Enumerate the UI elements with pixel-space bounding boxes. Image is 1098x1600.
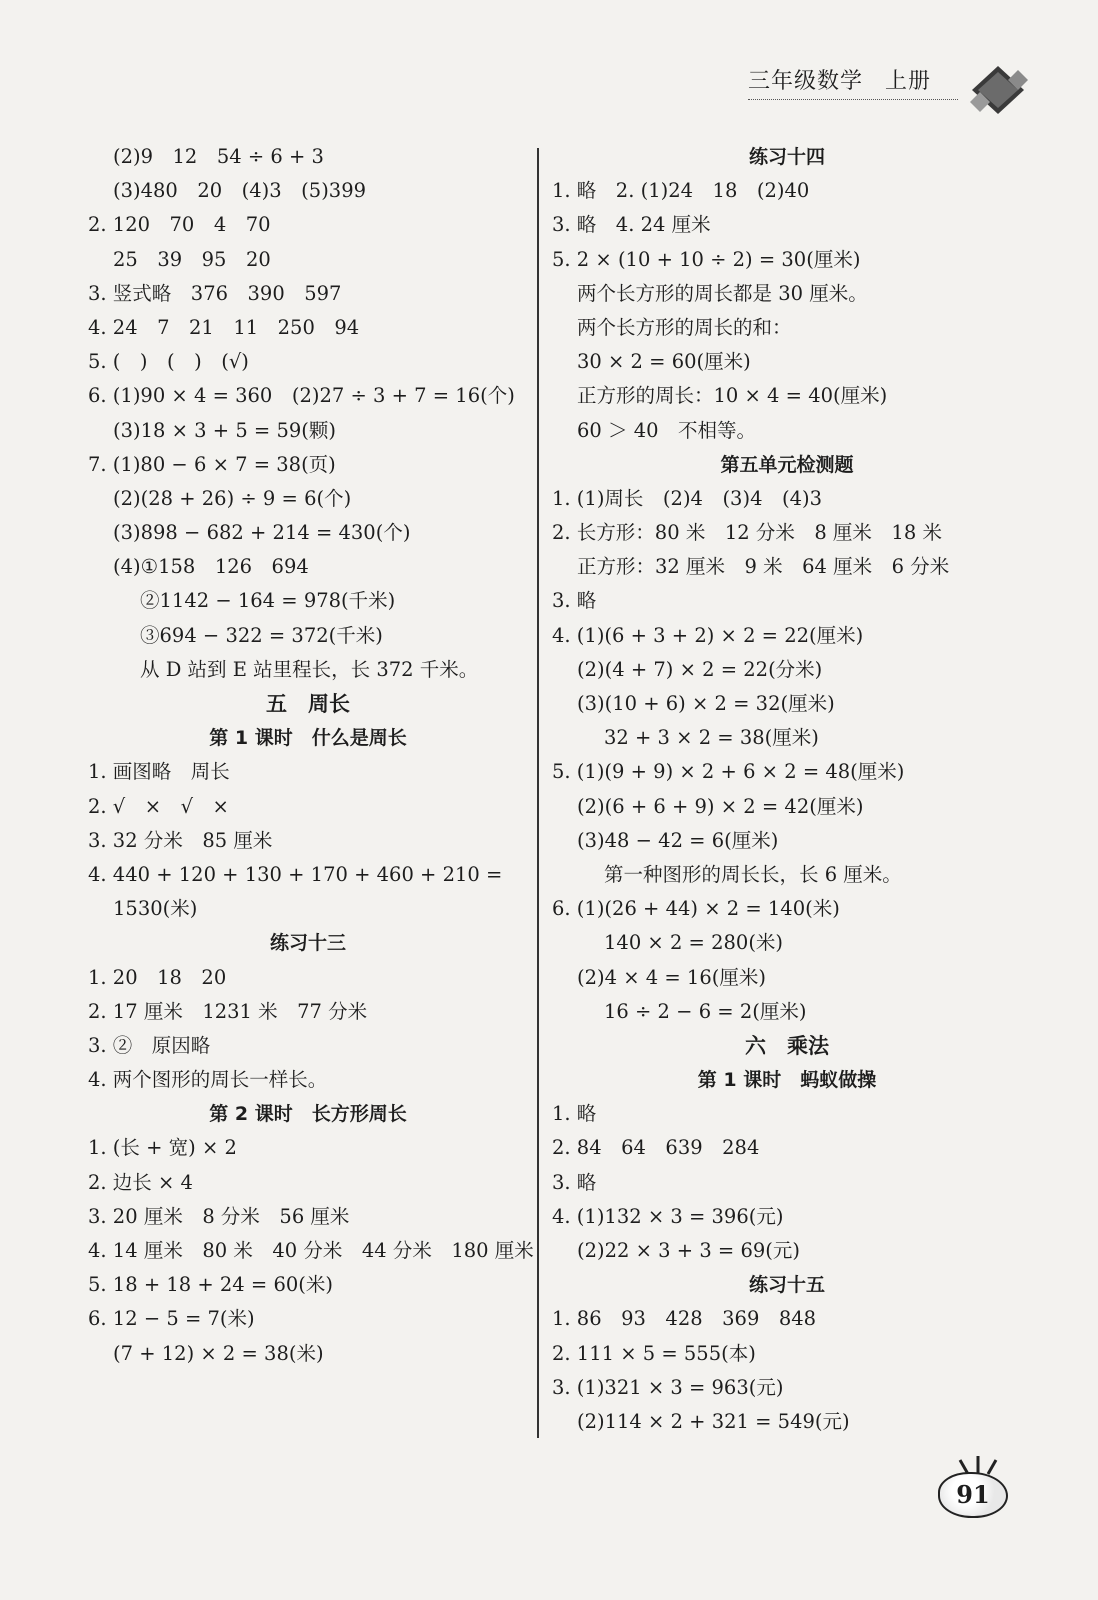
- answer-line: 4. 14 厘米 80 米 40 分米 44 分米 180 厘米: [88, 1239, 534, 1262]
- answer-line: 5. 18 + 18 + 24 = 60(米): [88, 1273, 333, 1297]
- answer-line: (2)22 × 3 + 3 = 69(元): [577, 1239, 800, 1262]
- column-divider: [537, 148, 539, 1438]
- answer-line: 1530(米): [113, 897, 198, 921]
- section-heading: 六 乘法: [745, 1033, 829, 1058]
- answer-line: 3. 略: [552, 589, 597, 613]
- answer-line: 60 ＞ 40 不相等。: [577, 418, 757, 442]
- section-heading: 第 1 课时 什么是周长: [209, 727, 407, 750]
- answer-column-right: [552, 140, 1022, 1439]
- answer-line: 1. 画图略 周长: [88, 760, 230, 784]
- answer-line: 2. 长方形：80 米 12 分米 8 厘米 18 米: [552, 521, 942, 545]
- answer-line: 4. 两个图形的周长一样长。: [88, 1068, 328, 1092]
- answer-line: (2)(6 + 6 + 9) × 2 = 42(厘米): [577, 794, 864, 818]
- answer-line: (3)480 20 (4)3 (5)399: [113, 179, 367, 203]
- answer-line: 7. (1)80 − 6 × 7 = 38(页): [88, 452, 336, 476]
- answer-line: 2. 111 × 5 = 555(本): [552, 1341, 756, 1365]
- answer-line: 2. 120 70 4 70: [88, 213, 271, 237]
- answer-line: (7 + 12) × 2 = 38(米): [113, 1341, 324, 1365]
- answer-line: 1. 略 2. (1)24 18 (2)40: [552, 179, 810, 203]
- answer-line: (2)9 12 54 ÷ 6 + 3: [113, 145, 324, 168]
- page-number-badge: [930, 1450, 1025, 1530]
- answer-line: 正方形的周长：10 × 4 = 40(厘米): [577, 384, 888, 408]
- answer-line: (2)4 × 4 = 16(厘米): [577, 965, 766, 989]
- answer-line: 25 39 95 20: [113, 247, 271, 271]
- answer-line: 正方形：32 厘米 9 米 64 厘米 6 分米: [577, 555, 950, 579]
- section-heading: 练习十三: [269, 932, 346, 955]
- answer-line: 30 × 2 = 60(厘米): [577, 350, 751, 374]
- answer-line: 4. (1)132 × 3 = 396(元): [552, 1204, 784, 1228]
- answer-line: 2. 边长 × 4: [88, 1170, 193, 1194]
- answer-line: 32 + 3 × 2 = 38(厘米): [604, 726, 819, 750]
- section-heading: 练习十四: [748, 146, 825, 168]
- section-heading: 第 1 课时 蚂蚁做操: [697, 1069, 877, 1092]
- answer-line: 6. (1)(26 + 44) × 2 = 140(米): [552, 897, 840, 921]
- answer-line: 3. (1)321 × 3 = 963(元): [552, 1375, 784, 1399]
- answer-line: (3)48 − 42 = 6(厘米): [577, 828, 779, 852]
- page-number: 91: [938, 1472, 1008, 1518]
- answer-line: (3)(10 + 6) × 2 = 32(厘米): [577, 692, 835, 715]
- answer-line: (3)898 − 682 + 214 = 430(个): [113, 521, 411, 545]
- answer-line: (2)(28 + 26) ÷ 9 = 6(个): [113, 486, 352, 510]
- book-title: 三年级数学: [748, 69, 864, 94]
- answer-line: 4. 440 + 120 + 130 + 170 + 460 + 210 =: [88, 862, 503, 886]
- answer-line: 2. √ × √ ×: [88, 794, 229, 818]
- answer-line: 16 ÷ 2 − 6 = 2(厘米): [604, 999, 807, 1023]
- answer-line: ③694 − 322 = 372(千米): [140, 623, 383, 647]
- answer-line: 5. 2 × (10 + 10 ÷ 2) = 30(厘米): [552, 247, 861, 271]
- answer-line: 两个长方形的周长都是 30 厘米。: [577, 281, 868, 305]
- answer-line: 3. 略: [552, 1170, 597, 1194]
- answer-line: (4)①158 126 694: [113, 555, 309, 579]
- answer-column-left: [88, 140, 534, 1371]
- answer-line: 2. 17 厘米 1231 米 77 分米: [88, 999, 368, 1023]
- answer-line: 6. (1)90 × 4 = 360 (2)27 ÷ 3 + 7 = 16(个): [88, 384, 515, 408]
- answer-line: 1. 20 18 20: [88, 965, 227, 989]
- answer-line: 140 × 2 = 280(米): [604, 931, 784, 955]
- answer-line: (2)(4 + 7) × 2 = 22(分米): [577, 657, 823, 681]
- answer-line: 3. 20 厘米 8 分米 56 厘米: [88, 1204, 350, 1228]
- answer-line: 1. 86 93 428 369 848: [552, 1307, 817, 1331]
- answer-line: 1. (长 + 宽) × 2: [88, 1136, 237, 1160]
- answer-line: 3. ② 原因略: [88, 1033, 211, 1057]
- answer-line: 1. 略: [552, 1102, 597, 1126]
- answer-line: 从 D 站到 E 站里程长，长 372 千米。: [140, 657, 479, 681]
- section-heading: 第 2 课时 长方形周长: [209, 1103, 407, 1126]
- answer-line: 3. 竖式略 376 390 597: [88, 281, 342, 305]
- answer-line: 4. 24 7 21 11 250 94: [88, 315, 360, 339]
- answer-line: 3. 略 4. 24 厘米: [552, 213, 711, 237]
- answer-line: 3. 32 分米 85 厘米: [88, 828, 273, 852]
- section-heading: 第五单元检测题: [720, 453, 854, 476]
- answer-line: ②1142 − 164 = 978(千米): [140, 589, 396, 613]
- answer-line: 第一种图形的周长长，长 6 厘米。: [604, 862, 902, 886]
- answer-line: (3)18 × 3 + 5 = 59(颗): [113, 418, 336, 442]
- section-heading: 五 周长: [266, 692, 350, 716]
- decorative-diamonds-icon: [966, 62, 1036, 122]
- section-heading: 练习十五: [748, 1274, 825, 1297]
- answer-line: 4. (1)(6 + 3 + 2) × 2 = 22(厘米): [552, 623, 864, 647]
- answer-line: 5. (1)(9 + 9) × 2 + 6 × 2 = 48(厘米): [552, 760, 905, 784]
- answer-line: 2. 84 64 639 284: [552, 1136, 760, 1160]
- answer-line: 1. (1)周长 (2)4 (3)4 (4)3: [552, 486, 823, 510]
- answer-line: 5. ( ) ( ) (√): [88, 350, 249, 374]
- page-header: [748, 64, 958, 100]
- answer-line: 两个长方形的周长的和：: [577, 315, 792, 339]
- answer-line: 6. 12 − 5 = 7(米): [88, 1307, 255, 1331]
- answer-line: (2)114 × 2 + 321 = 549(元): [577, 1409, 850, 1433]
- book-volume: 上册: [885, 69, 932, 94]
